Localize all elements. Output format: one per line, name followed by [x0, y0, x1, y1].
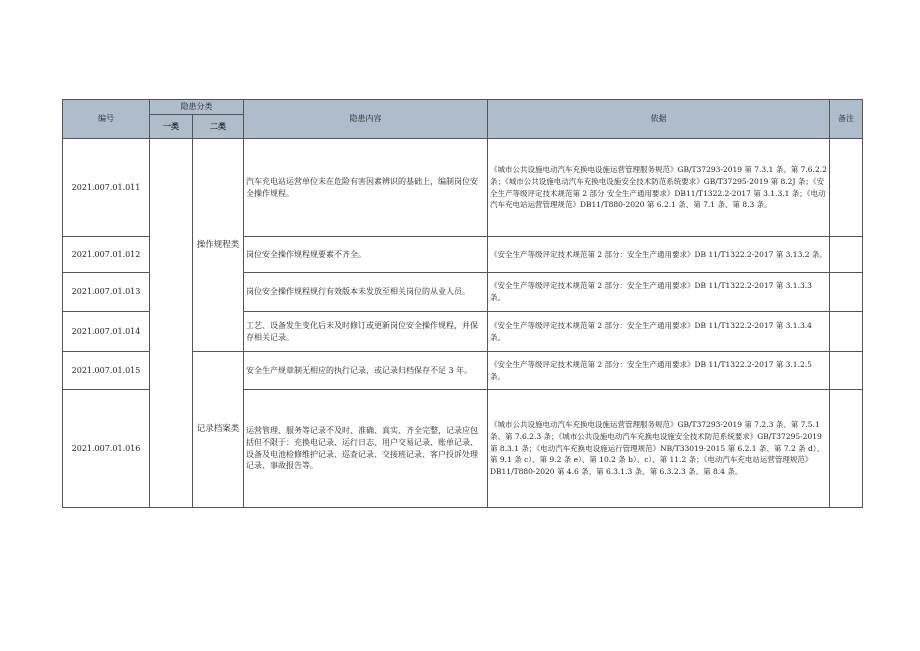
row-code: 2021.007.01.011 — [63, 139, 150, 237]
category-records: 记录档案类 — [193, 352, 244, 508]
row-code: 2021.007.01.014 — [63, 312, 150, 352]
row-basis: 《安全生产等级评定技术规范第 2 部分：安全生产通用要求》DB 11/T1322.2-2017 第 3.1.3.4 条。 — [488, 312, 830, 352]
row-code: 2021.007.01.013 — [63, 273, 150, 312]
row-code: 2021.007.01.012 — [63, 237, 150, 273]
header-basis: 依据 — [488, 100, 830, 139]
row-remark — [830, 312, 863, 352]
row-basis: 《安全生产等级评定技术规范第 2 部分：安全生产通用要求》DB 11/T1322.2-2017 第 3.1.2.5 条。 — [488, 352, 830, 390]
row-remark — [830, 352, 863, 390]
row-remark — [830, 139, 863, 237]
row-content: 运营管理、服务等记录不及时、准确、真实、齐全完整，记录应包括但不限于：充换电记录、运行日志、用户交易记录、账单记录、设备及电池检修维护记录、巡查记录、交接班记录、客户投诉处理记录、事故报告等。 — [244, 390, 488, 508]
row-basis: 《城市公共设施电动汽车充换电设施运营管理服务规范》GB/T37293-2019 第 7.3.1 条、第 7.6.2.2 条；《城市公共设施电动汽车充换电设施安全技术防范系统要求》GB/T37295-2019 第 8.2J 条；《安全生产等级评定技术规范第 2 部分 安全生产通用要求》DB11/T1322.2-2017 第 3.1.3.1 条；《电动汽车充电站运营管理规范》DB11/T880-2020 第 6.2.1 条、第 7.1 条、第 8.3 条。 — [488, 139, 830, 237]
hazard-table — [62, 99, 863, 508]
row-content: 岗位安全操作规程规要素不齐全。 — [244, 237, 488, 273]
header-level2: 二类 — [193, 115, 244, 139]
row-remark — [830, 273, 863, 312]
header-content: 隐患内容 — [244, 100, 488, 139]
header-code: 编号 — [63, 100, 150, 139]
row-basis: 《安全生产等级评定技术规范第 2 部分：安全生产通用要求》DB 11/T1322.2-2017 第 3.1.3.3 条。 — [488, 273, 830, 312]
row-content: 岗位安全操作规程规行有效版本未发放至相关岗位的从业人员。 — [244, 273, 488, 312]
row-content: 工艺、设备发生变化后未及时修订或更新岗位安全操作规程，并保存相关记录。 — [244, 312, 488, 352]
row-content: 安全生产规章制无相应的执行记录，或记录归档保存不足 3 年。 — [244, 352, 488, 390]
header-category: 隐患分类 — [150, 100, 244, 115]
row-code: 2021.007.01.015 — [63, 352, 150, 390]
header-level1: 一类 — [150, 115, 193, 139]
table-row — [63, 139, 863, 237]
row-basis: 《城市公共设施电动汽车充换电设施运营管理服务规范》GB/T37293-2019 第 7.2.3 条、第 7.5.1 条、第 7.6.2.3 条；《城市公共设施电动汽车充换电设施安全技术防范系统要求》GB/T37295-2019 第 8.3.1 条；《电动汽车充换电设施运行管理规范》NB/T33019-2015 第 6.2.1 条、第 7.2 条 d）、第 9.1 条 c）、第 9.2 条 e）、第 10.2 条 b）、c）、第 11.2 条；《电动汽车充电站运营管理规范》DB11/T880-2020 第 4.6 条、第 6.3.1.3 条、第 6.3.2.3 条、第 8.4 条。 — [488, 390, 830, 508]
level1-cell — [150, 139, 193, 508]
row-code: 2021.007.01.016 — [63, 390, 150, 508]
header-remark: 备注 — [830, 100, 863, 139]
row-remark — [830, 237, 863, 273]
row-basis: 《安全生产等级评定技术规范第 2 部分：安全生产通用要求》DB 11/T1322.2-2017 第 3.13.2 条。 — [488, 237, 830, 273]
category-op-rules: 操作规程类 — [193, 139, 244, 352]
row-content: 汽车充电站运营单位未在危险有害因素辨识的基础上，编制岗位安全操作规程。 — [244, 139, 488, 237]
row-remark — [830, 390, 863, 508]
